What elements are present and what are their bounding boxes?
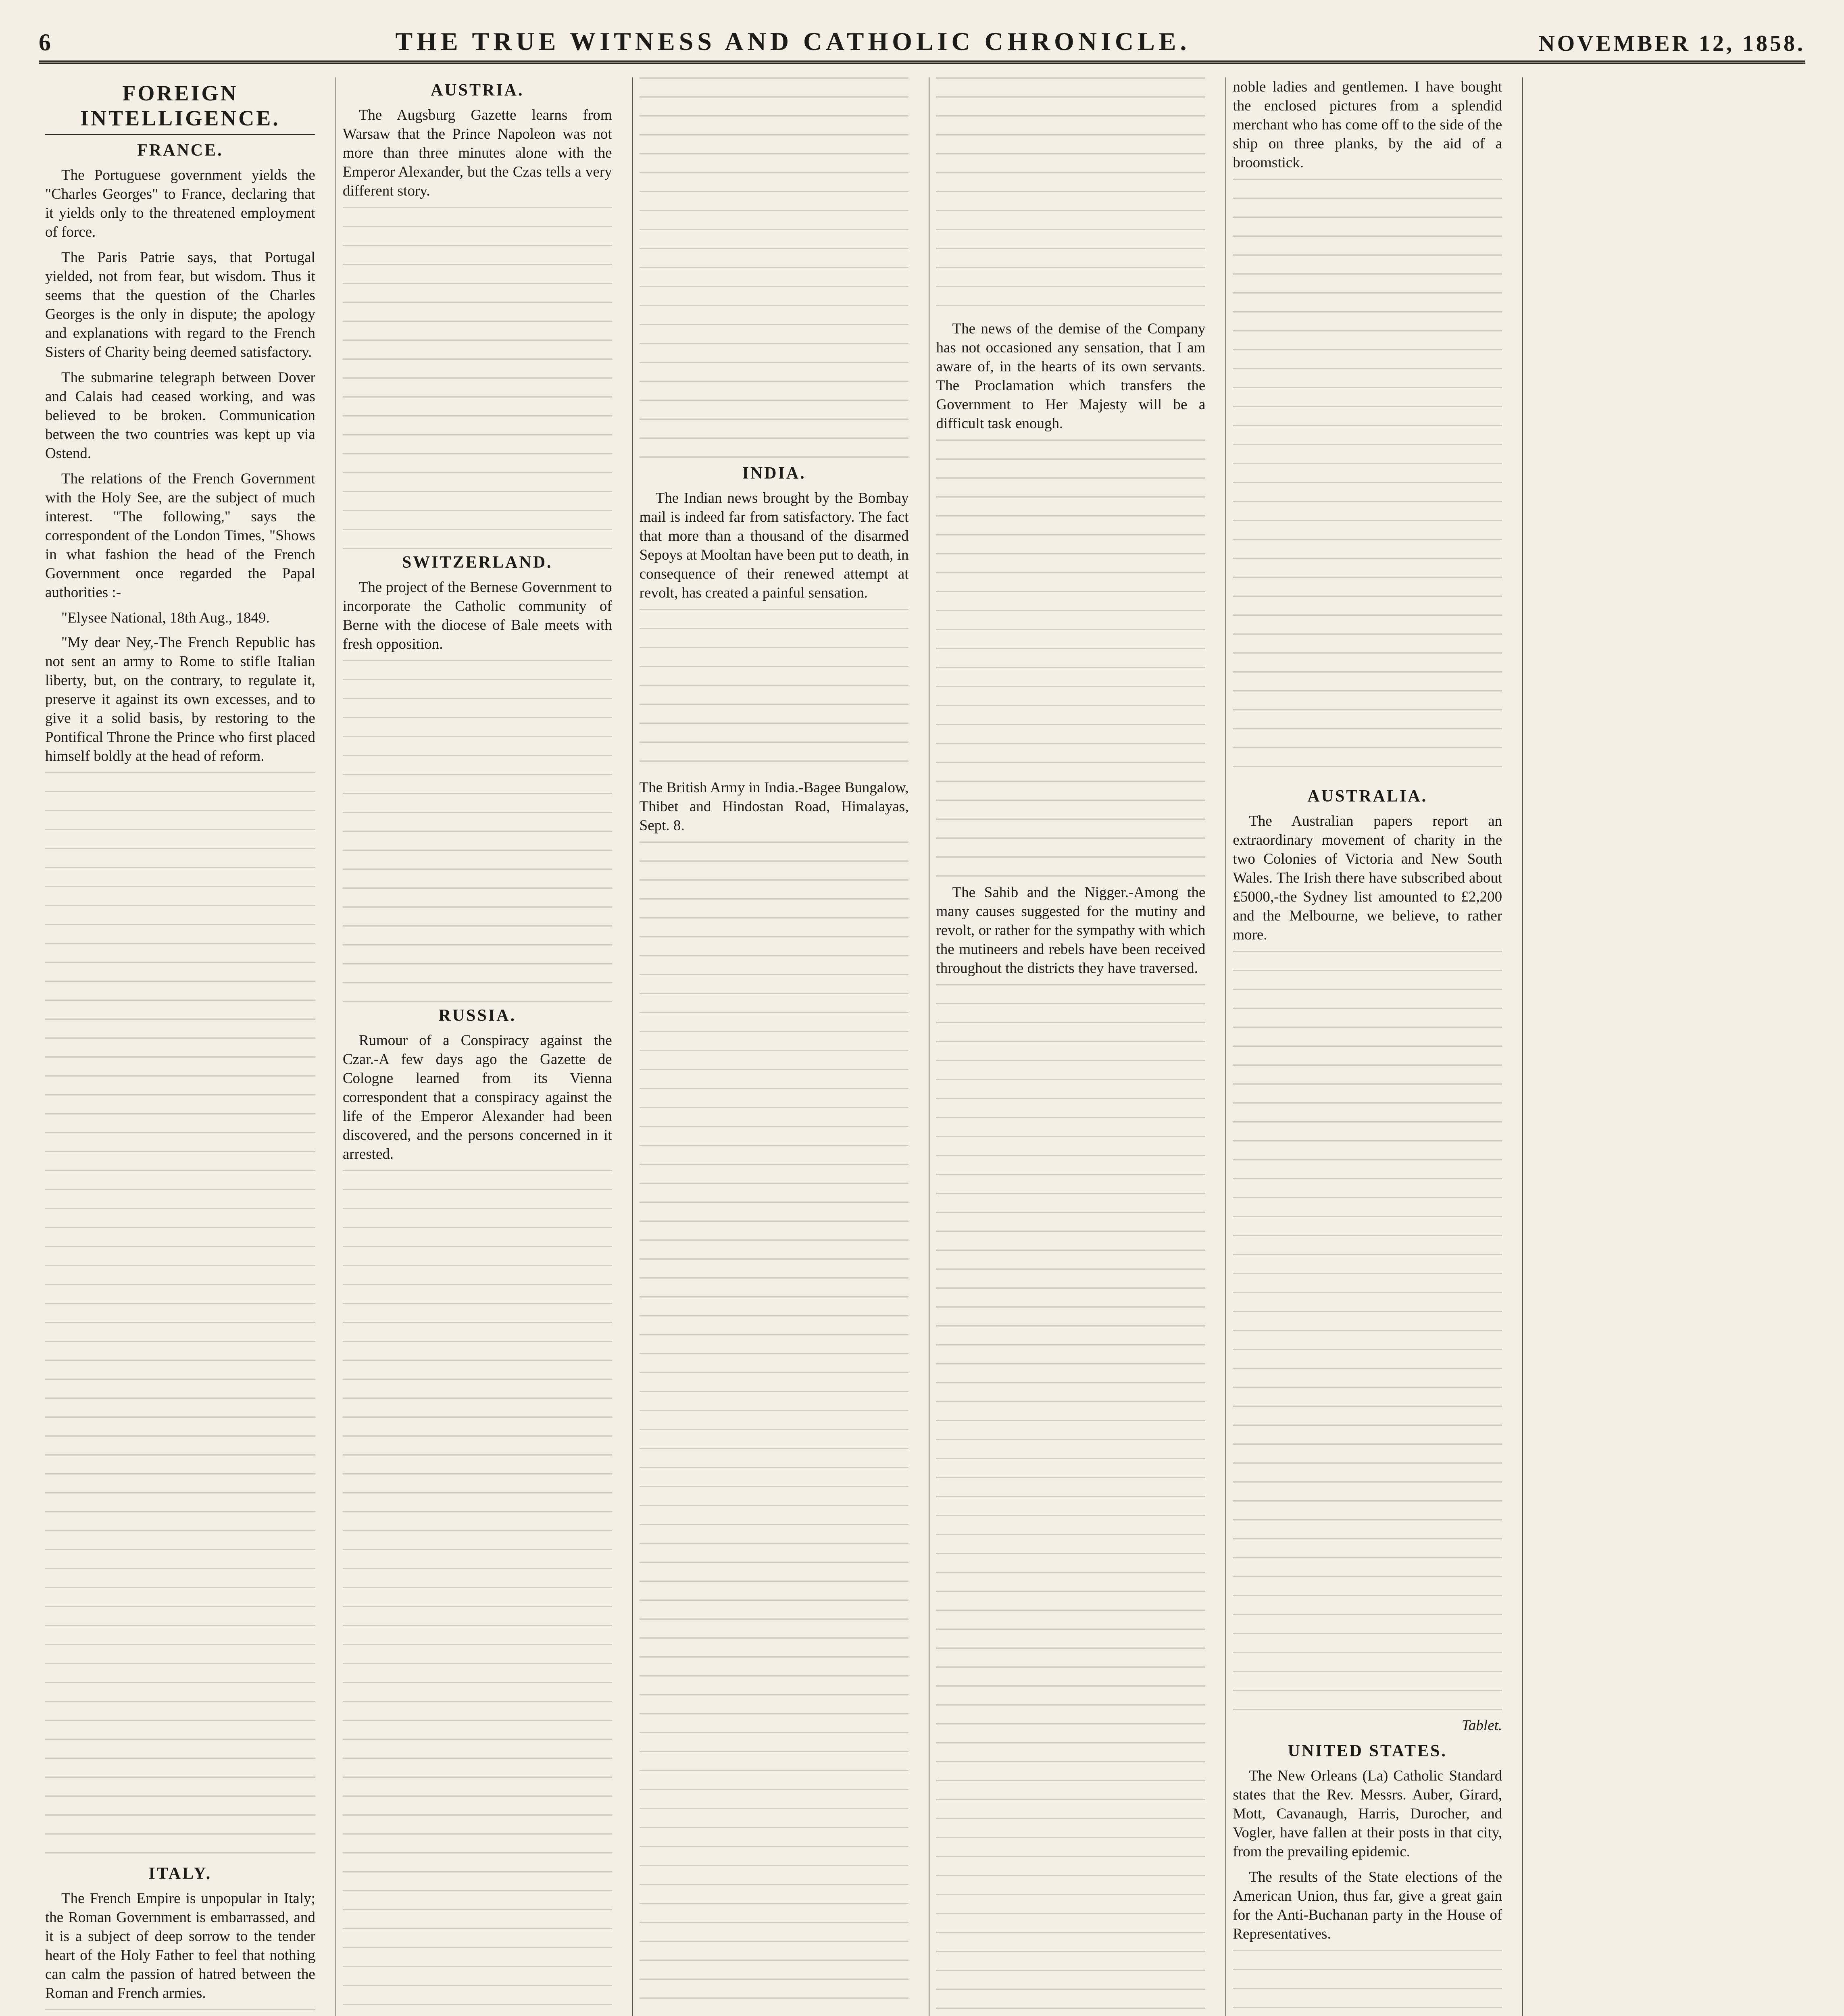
column-6 — [1522, 77, 1805, 2016]
body-text-lines — [936, 984, 1205, 2016]
source-credit: Tablet. — [1461, 1717, 1502, 1734]
body-text-lines — [343, 207, 612, 550]
column-2 — [335, 77, 619, 2016]
paragraph: The results of the State elections of the American Union, thus far, give a great gain for the Anti-Buchanan party in the House of Representatives. — [1233, 1869, 1502, 1942]
heading-russia: RUSSIA. — [438, 1006, 517, 1025]
masthead — [39, 28, 1805, 64]
body-text-lines — [343, 660, 612, 1003]
column-4 — [929, 77, 1212, 2016]
paragraph: The Portuguese government yields the "Charles Georges" to France, declaring that it yields only to the threatened employment of force. — [45, 167, 315, 240]
body-text-lines — [1233, 1950, 1502, 2016]
body-text-lines — [1233, 951, 1502, 1717]
paragraph: "My dear Ney,-The French Republic has not sent an army to Rome to stifle Italian liberty, but, on the contrary, to regulate it, preserve it against its own excesses, and to give it a solid basis, by restoring to the Pontifical Throne the Prince who first placed himself boldly at the head of reform. — [45, 634, 315, 764]
body-text-lines — [640, 609, 909, 778]
paragraph: The British Army in India.-Bagee Bungalow, Thibet and Hindostan Road, Himalayas, Sept. 8. — [639, 779, 909, 834]
body-text-lines — [936, 77, 1205, 319]
article-columns — [39, 77, 1805, 2016]
paragraph: The Australian papers report an extraordinary movement of charity in the two Colonies of Victoria and New South Wales. The Irish there have subscribed about £5000,-the Sydney list amounted to £2,200 and the Melbourne, we believe, to rather more. — [1233, 813, 1502, 943]
body-text-lines — [936, 439, 1205, 883]
issue-date: NOVEMBER 12, 1858. — [1538, 31, 1805, 56]
heading-france: FRANCE. — [137, 141, 223, 160]
body-text-lines — [45, 2009, 315, 2016]
heading-italy: ITALY. — [148, 1864, 212, 1883]
paragraph: The French Empire is unpopular in Italy; the Roman Government is embarrassed, and it is a subject of deep sorrow to the tender heart of the Holy Father to feel that nothing can calm the passion of hatred between the Roman and French armies. — [45, 1890, 315, 2001]
letter-dateline: "Elysee National, 18th Aug., 1849. — [61, 610, 270, 626]
paragraph: The Paris Patrie says, that Portugal yielded, not from fear, but wisdom. Thus it seems that the question of the Charles Georges is the only in dispute; the apology and explanations with regard to the French Sisters of Charity being deemed satisfactory. — [45, 249, 315, 360]
column-5 — [1225, 77, 1509, 2016]
page-margin — [1529, 77, 1799, 2016]
column-3 — [632, 77, 915, 2016]
paragraph: The Sahib and the Nigger.-Among the many causes suggested for the mutiny and revolt, or rather for the sympathy with which the mutineers and rebels have been received throughout the districts they have traversed. — [936, 884, 1206, 977]
heading-india: INDIA. — [742, 464, 806, 483]
paragraph: noble ladies and gentlemen. I have bought the enclosed pictures from a splendid merchant who has come off to the side of the ship on three planks, by the aid of a broomstick. — [1233, 79, 1502, 171]
heading-switzerland: SWITZERLAND. — [402, 553, 553, 572]
body-text-lines — [1233, 179, 1502, 783]
newspaper-title: THE TRUE WITNESS AND CATHOLIC CHRONICLE. — [395, 27, 1191, 56]
paragraph: Rumour of a Conspiracy against the Czar.-A few days ago the Gazette de Cologne learned from its Vienna correspondent that a conspiracy against the life of the Emperor Alexander had been discovered, and the persons concerned in it arrested. — [342, 1032, 612, 1162]
section-heading-foreign-intelligence: FOREIGN INTELLIGENCE. — [45, 81, 315, 135]
paragraph: The New Orleans (La) Catholic Standard states that the Rev. Messrs. Auber, Girard, Mott, Cavanaugh, Harris, Durocher, and Vogler, have fallen at their posts in that city, from the prevailing epidemic. — [1233, 1768, 1502, 1860]
paragraph: The Augsburg Gazette learns from Warsaw that the Prince Napoleon was not more than three minutes alone with the Emperor Alexander, but the Czas tells a very different story. — [342, 107, 612, 199]
paragraph: The relations of the French Government with the Holy See, are the subject of much interest. "The following," says the correspondent of the London Times, "Shows in what fashion the head of the French Government once regarded the Papal authorities :- — [45, 471, 315, 601]
paragraph: The submarine telegraph between Dover and Calais had ceased working, and was believed to be broken. Communication between the two countries was kept up via Ostend. — [45, 369, 315, 462]
heading-australia: AUSTRALIA. — [1307, 787, 1428, 806]
body-text-lines — [45, 772, 315, 1861]
column-1 — [39, 77, 322, 2016]
body-text-lines — [640, 841, 909, 2016]
heading-united-states: UNITED STATES. — [1288, 1742, 1447, 1760]
paragraph: The project of the Bernese Government to incorporate the Catholic community of Berne with the diocese of Bale meets with fresh opposition. — [342, 579, 612, 652]
body-text-lines — [343, 1170, 612, 2016]
page-number: 6 — [39, 29, 51, 56]
body-text-lines — [640, 77, 909, 460]
paragraph: The Indian news brought by the Bombay mail is indeed far from satisfactory. The fact that more than a thousand of the disarmed Sepoys at Mooltan have been put to death, in consequence of their renewed attempt at revolt, has created a painful sensation. — [639, 490, 909, 601]
heading-austria: AUSTRIA. — [430, 81, 524, 100]
paragraph: The news of the demise of the Company has not occasioned any sensation, that I am aware of, in the hearts of its own servants. The Proclamation which transfers the Government to Her Majesty will be a difficult task enough. — [936, 321, 1206, 432]
